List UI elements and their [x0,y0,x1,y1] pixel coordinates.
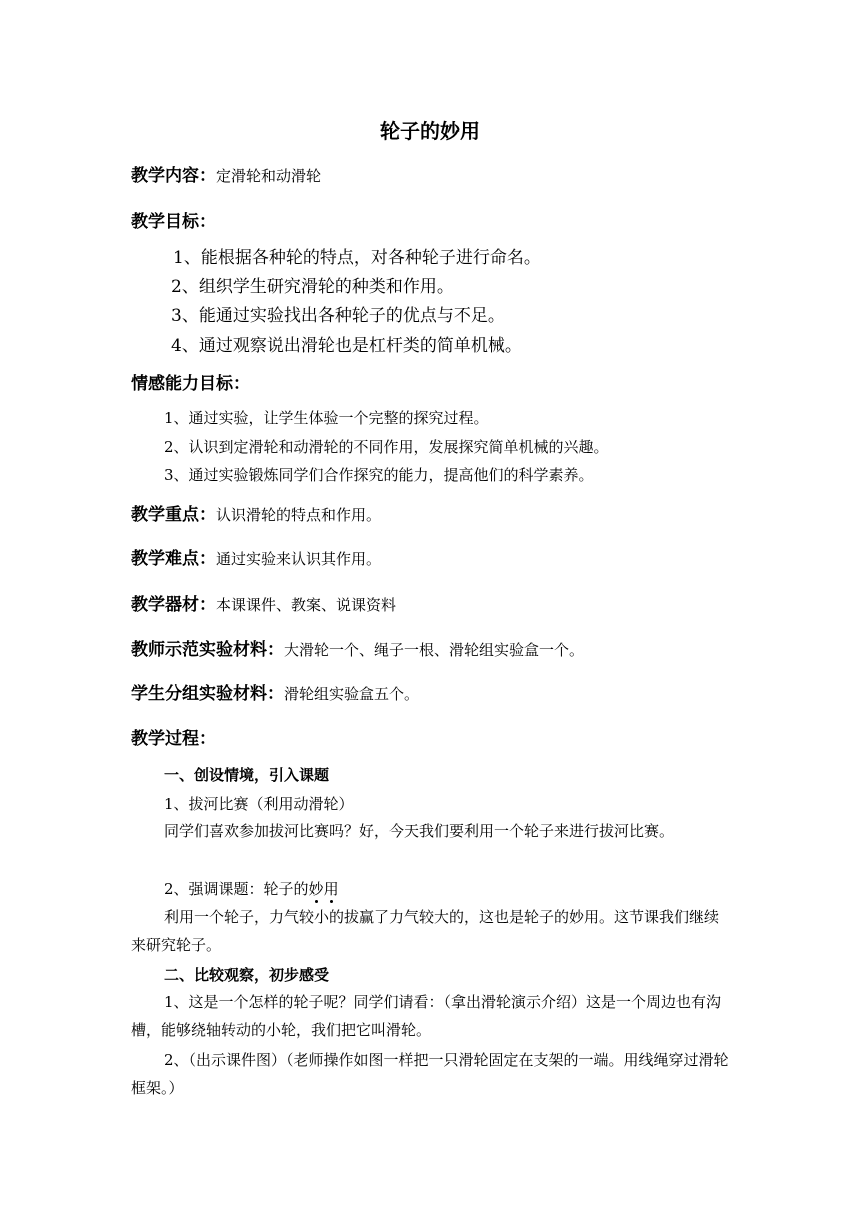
emotion-item-1: 1、通过实验，让学生体验一个完整的探究过程。 [164,409,489,427]
equipment-label: 教学器材： [131,595,216,615]
section-1-paragraph-1: 同学们喜欢参加拔河比赛吗？好，今天我们要利用一个轮子来进行拔河比赛。 [164,822,675,840]
student-material-row [131,679,419,704]
section-1-item-1: 1、拔河比赛（利用动滑轮） [164,795,354,813]
teacher-material-label: 教师示范实验材料： [131,640,284,660]
equipment-row [131,590,396,615]
key-label: 教学重点： [131,505,216,525]
content-label: 教学内容： [131,166,216,186]
difficulty-row [131,544,381,569]
key-row [131,500,381,525]
goal-item-1: 1、能根据各种轮的特点，对各种轮子进行命名。 [173,248,541,268]
emotion-label: 情感能力目标： [131,374,250,394]
section-1-paragraph-2: 利用一个轮子，力气较小的拔赢了力气较大的，这也是轮子的妙用。这节课我们继续来研究轮子。 [131,908,720,954]
teacher-material-value: 大滑轮一个、绳子一根、滑轮组实验盒一个。 [284,641,585,659]
difficulty-label: 教学难点： [131,549,216,569]
goal-item-3: 3、能通过实验找出各种轮子的优点与不足。 [171,306,505,326]
section-2-paragraph-2: 2、（出示课件图）（老师操作如图一样把一只滑轮固定在支架的一端。用线绳穿过滑轮框架。） [131,1051,729,1097]
process-label: 教学过程： [131,729,216,749]
equipment-value: 本课课件、教案、说课资料 [216,596,397,614]
teacher-material-row [131,635,584,660]
goal-item-4: 4、通过观察说出滑轮也是杠杆类的简单机械。 [171,336,522,356]
emphasis-char-2: 用 [323,880,339,898]
emotion-item-2: 2、认识到定滑轮和动滑轮的不同作用，发展探究简单机械的兴趣。 [164,438,609,456]
goals-label: 教学目标： [131,212,216,232]
section-1-heading: 一、创设情境，引入课题 [164,766,330,784]
key-value: 认识滑轮的特点和作用。 [216,506,382,524]
content-row [131,161,321,186]
goal-item-2: 2、组织学生研究滑轮的种类和作用。 [171,277,454,297]
section-1-item-2-text: 2、强调课题：轮子的 [164,880,309,898]
difficulty-value: 通过实验来认识其作用。 [216,550,382,568]
section-2-paragraph-1: 1、这是一个怎样的轮子呢？同学们请看：（拿出滑轮演示介绍）这是一个周边也有沟槽，能够绕轴转动的小轮，我们把它叫滑轮。 [131,993,722,1039]
section-2-heading: 二、比较观察，初步感受 [164,966,330,984]
section-1-item-2 [164,878,339,899]
student-material-value: 滑轮组实验盒五个。 [284,685,420,703]
page-title: 轮子的妙用 [380,119,480,143]
emotion-item-3: 3、通过实验锻炼同学们合作探究的能力，提高他们的科学素养。 [164,466,594,484]
student-material-label: 学生分组实验材料： [131,684,284,704]
emphasis-char-1: 妙 [308,880,324,898]
content-value: 定滑轮和动滑轮 [216,167,322,185]
